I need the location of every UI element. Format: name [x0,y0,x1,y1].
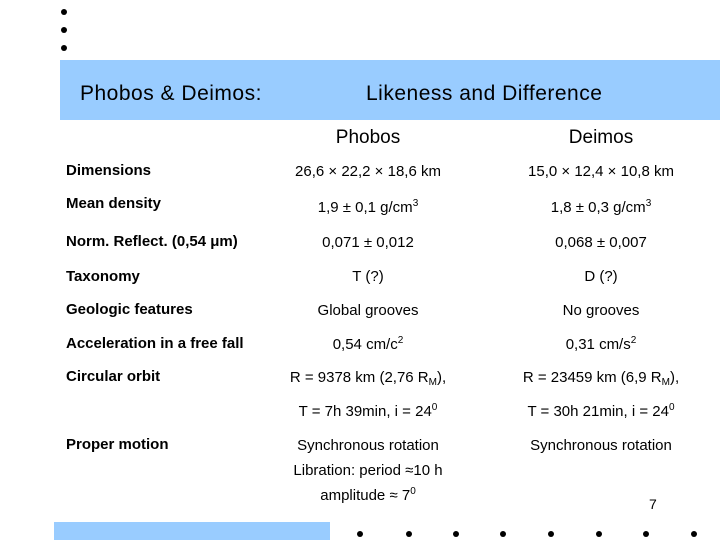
row-label-dimensions: Dimensions [66,162,152,179]
phobos-density: 1,9 ± 0,1 $g/cm^3$ [317,198,419,216]
corner-dot [61,27,67,33]
phobos-motion-libration: Libration: period ≈10 h [293,462,443,479]
phobos-reflectance: 0,071 ± 0,012 [322,234,414,251]
deimos-density: 1,8 ± 0,3 $g/cm^3$ [550,198,652,216]
phobos-geologic: Global grooves [317,302,419,319]
slide-title-left: Phobos & Deimos: [80,82,262,105]
row-label-motion: Proper motion [66,436,169,453]
phobos-motion-amplitude: amplitude ≈ $7^0$ [320,486,416,504]
slide-title-right: Likeness and Difference [366,82,603,105]
footer-dot [596,531,602,537]
deimos-orbit-radius: R = 23459 km (6,9 $R_M$), [522,369,680,388]
deimos-geologic: No grooves [562,302,640,319]
row-label-acceleration: Acceleration in a free fall [66,335,244,352]
row-label-density: Mean density [66,195,162,212]
footer-dot [357,531,363,537]
footer-dot [500,531,506,537]
footer-bar [54,522,330,540]
page-number: 7 [649,496,657,512]
deimos-reflectance: 0,068 ± 0,007 [555,234,647,251]
deimos-acceleration: 0,31 $cm/s^2$ [565,335,637,353]
deimos-orbit-period: T = 30h 21min, $i = 24^0$ [527,402,675,420]
deimos-dimensions: 15,0 × 12,4 × 10,8 km [528,163,674,180]
row-label-orbit: Circular orbit [66,368,161,385]
footer-dot [691,531,697,537]
phobos-orbit-radius: R = 9378 km (2,76 $R_M$), [289,369,447,388]
deimos-taxonomy: D (?) [584,268,618,285]
phobos-orbit-period: T = 7h 39min, $i = 24^0$ [298,402,438,420]
footer-dot [643,531,649,537]
corner-dot [61,9,67,15]
row-label-reflectance: Norm. Reflect. (0,54 μm) [66,233,238,250]
phobos-motion-rotation: Synchronous rotation [297,437,439,454]
footer-dot [406,531,412,537]
phobos-acceleration: 0,54 $cm/c^2$ [332,335,404,353]
row-label-geologic: Geologic features [66,301,193,318]
column-header-phobos: Phobos [335,127,401,148]
column-header-deimos: Deimos [568,127,634,148]
deimos-motion-rotation: Synchronous rotation [530,437,672,454]
footer-dot [453,531,459,537]
row-label-taxonomy: Taxonomy [66,268,140,285]
phobos-dimensions: 26,6 × 22,2 × 18,6 km [295,163,441,180]
title-bar [60,60,720,120]
corner-dot [61,45,67,51]
footer-dot [548,531,554,537]
phobos-taxonomy: T (?) [352,268,384,285]
